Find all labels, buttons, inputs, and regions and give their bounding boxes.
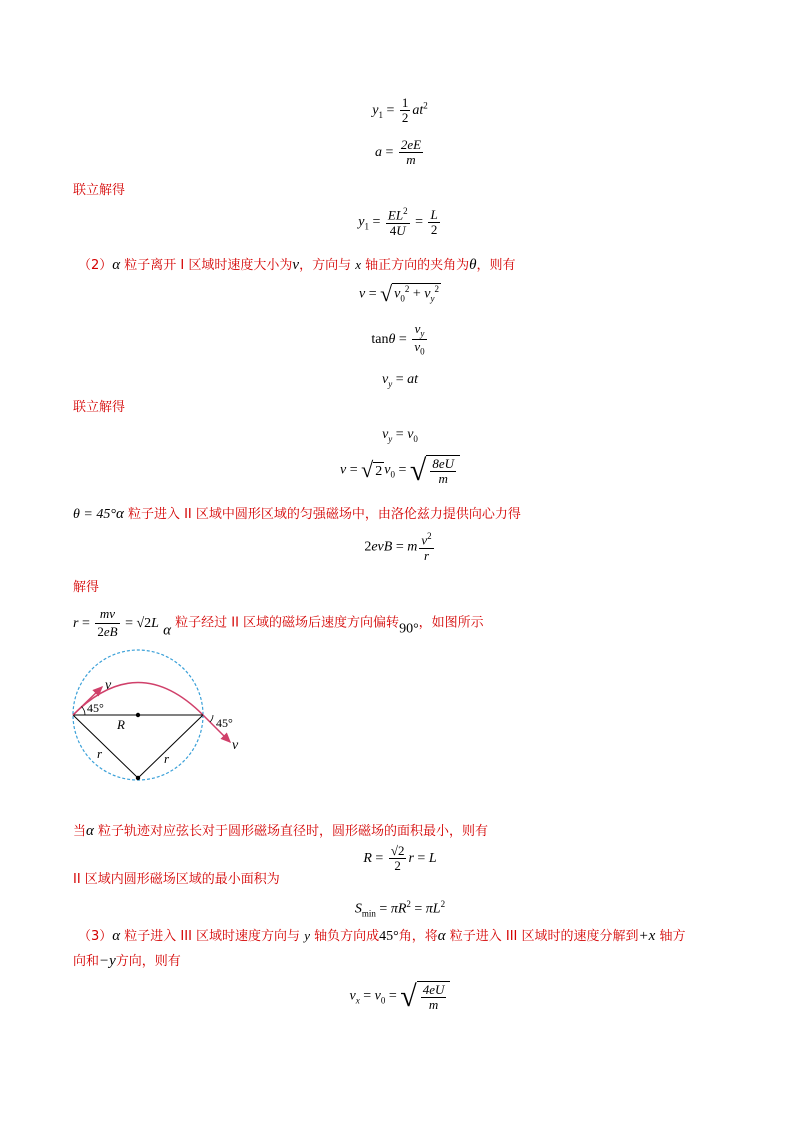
equation-lorentz: 2evB = m $\frac{v^2}{r}$: [364, 531, 432, 563]
equation-vy-at: $v_y$ = at: [381, 372, 418, 389]
equation-v-definition: v = √ $v_0^2 + v_y^2$: [358, 281, 440, 306]
trajectory-figure: [60, 645, 260, 795]
text-solve-3: 解得: [73, 580, 100, 595]
equation-Smin: $S_{min} = \pi R^2 = \pi L^2$: [354, 899, 446, 919]
equation-tan-theta: tanθ = $\frac{v_y}{v_0}$: [371, 321, 425, 358]
angle-arc-right: [210, 715, 213, 722]
label-45-right: 45°: [216, 716, 233, 730]
center-dot: [136, 713, 140, 717]
text-min-area-result: II 区域内圆形磁场区域的最小面积为: [73, 872, 280, 887]
label-v-bottom: v: [232, 738, 239, 753]
label-R: R: [117, 717, 125, 732]
equation-a-definition: a = $\frac{2eE}{m}$: [374, 137, 422, 168]
angle-arc-left: [82, 707, 86, 716]
radius-right: [138, 715, 203, 778]
label-v-top: v: [105, 678, 112, 693]
equation-vy-v0: $v_y = v_0$: [382, 427, 418, 444]
label-r-right: r: [164, 751, 170, 766]
text-solve-2: 联立解得: [73, 400, 126, 415]
text-part3-line1: （3）α 粒子进入 III 区域时速度方向与 y 轴负方向成45°角，将α 粒子进入 III 区域时的速度分解到+x 轴方: [78, 928, 686, 944]
radius-left: [73, 715, 138, 778]
text-theta-enter-II: θ = 45°α 粒子进入 II 区域中圆形区域的匀强磁场中，由洛伦兹力提供向心力得: [73, 506, 521, 522]
equation-vx: $v_x = v_0$ = √ $\frac{4eU}{m}$: [0, 980, 800, 1013]
r-expression: r = $\frac{mv}{2eB}$ = √2L: [73, 606, 159, 639]
equation-R: R = $\frac{√2}{2}$ r = L: [363, 843, 437, 874]
text-solve-1: 联立解得: [73, 183, 126, 198]
label-45-left: 45°: [87, 701, 104, 715]
text-part3-line2: 向和−y方向，则有: [73, 953, 181, 969]
text-r-deflect: r = $\frac{mv}{2eB}$ = √2L α 粒子经过 II 区域的磁场后速度方向偏转90°，如图所示: [73, 606, 484, 639]
text-min-area-condition: 当α 粒子轨迹对应弦长对于圆形磁场直径时，圆形磁场的面积最小，则有: [73, 823, 489, 839]
label-r-left: r: [97, 746, 103, 761]
equation-v-result: v = √ 2 $v_0$ = √ $\frac{8eU}{m}$: [0, 454, 800, 487]
orbit-center-dot: [136, 776, 140, 780]
text-part2-intro: （2）α 粒子离开 I 区域时速度大小为v，方向与 x 轴正方向的夹角为θ，则有: [78, 257, 516, 273]
equation-y1-result: $y_1$ = $\frac{EL^2}{4U}$ = $\frac{L}{2}$: [358, 206, 438, 238]
equation-y1-definition: $y_1$ = $\frac{1}{2}$ $at^2$: [372, 95, 428, 126]
